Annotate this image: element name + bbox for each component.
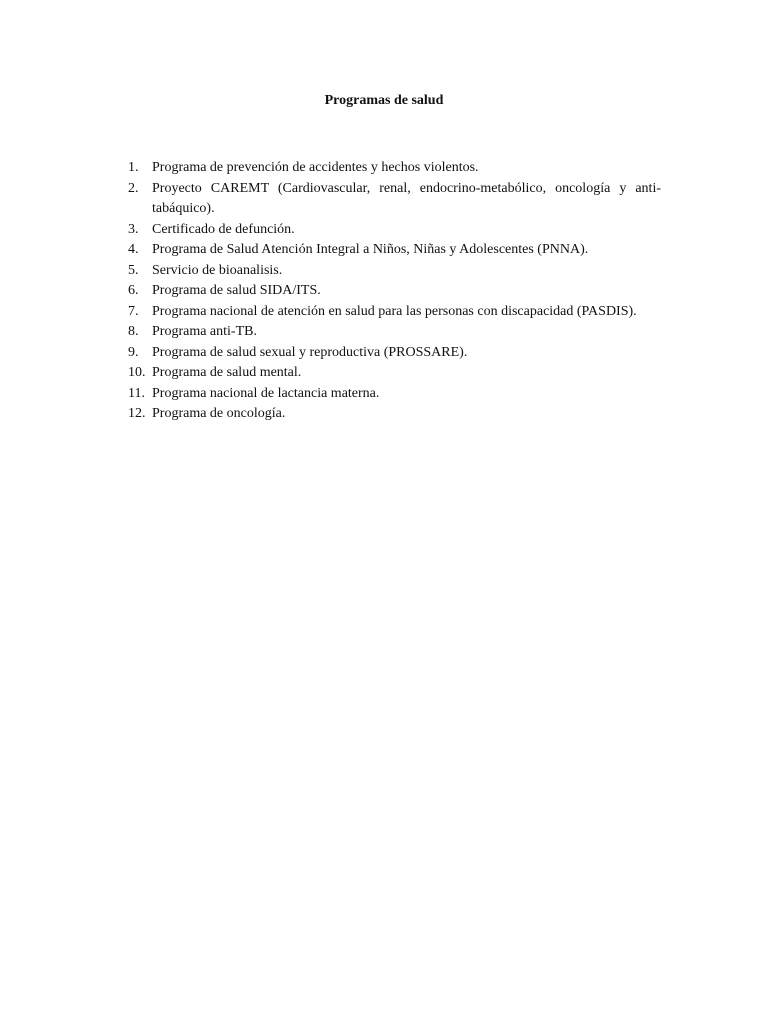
list-item-number: 9. — [128, 344, 139, 360]
list-item — [128, 281, 661, 302]
list-item-text: Programa de salud SIDA/ITS. — [152, 283, 321, 298]
list-item-text: Programa nacional de atención en salud para las personas con discapacidad (PASDIS). — [152, 303, 637, 319]
list-item-number: 4. — [128, 242, 139, 257]
list-item-text: Programa de salud mental. — [152, 365, 302, 380]
list-item-number: 7. — [128, 303, 139, 319]
list-item-text: Programa nacional de lactancia materna. — [152, 385, 380, 401]
list-item-number: 10. — [128, 365, 146, 380]
list-item-number: 11. — [128, 385, 145, 401]
list-item-number: 5. — [128, 262, 139, 278]
list-item — [128, 404, 661, 425]
list-item — [128, 220, 661, 241]
list-item-number: 2. — [128, 180, 139, 196]
list-item-number: 3. — [128, 221, 139, 237]
list-item-text: Programa de oncología. — [152, 406, 286, 421]
list-item-text: Programa de prevención de accidentes y hechos violentos. — [152, 160, 479, 175]
programs-list — [128, 158, 661, 425]
list-item — [128, 322, 661, 343]
list-item-number: 8. — [128, 324, 139, 339]
list-item-text: Proyecto CAREMT (Cardiovascular, renal, endocrino-metabólico, oncología y anti-tabáquico). — [152, 180, 661, 216]
list-item — [128, 302, 661, 323]
list-item — [128, 261, 661, 282]
list-item-number: 1. — [128, 160, 139, 175]
list-item — [128, 343, 661, 364]
list-item — [128, 179, 661, 220]
list-item — [128, 363, 661, 384]
list-item-text: Servicio de bioanalisis. — [152, 262, 283, 278]
list-item — [128, 384, 661, 405]
list-item-text: Programa de Salud Atención Integral a Niños, Niñas y Adolescentes (PNNA). — [152, 242, 589, 257]
list-item-number: 6. — [128, 283, 139, 298]
list-item — [128, 240, 661, 261]
list-item — [128, 158, 661, 179]
list-item-text: Programa anti-TB. — [152, 324, 257, 339]
list-item-text: Certificado de defunción. — [152, 221, 295, 237]
document-title: Programas de salud — [324, 93, 444, 108]
list-item-text: Programa de salud sexual y reproductiva (PROSSARE). — [152, 344, 468, 360]
list-item-number: 12. — [128, 406, 146, 421]
